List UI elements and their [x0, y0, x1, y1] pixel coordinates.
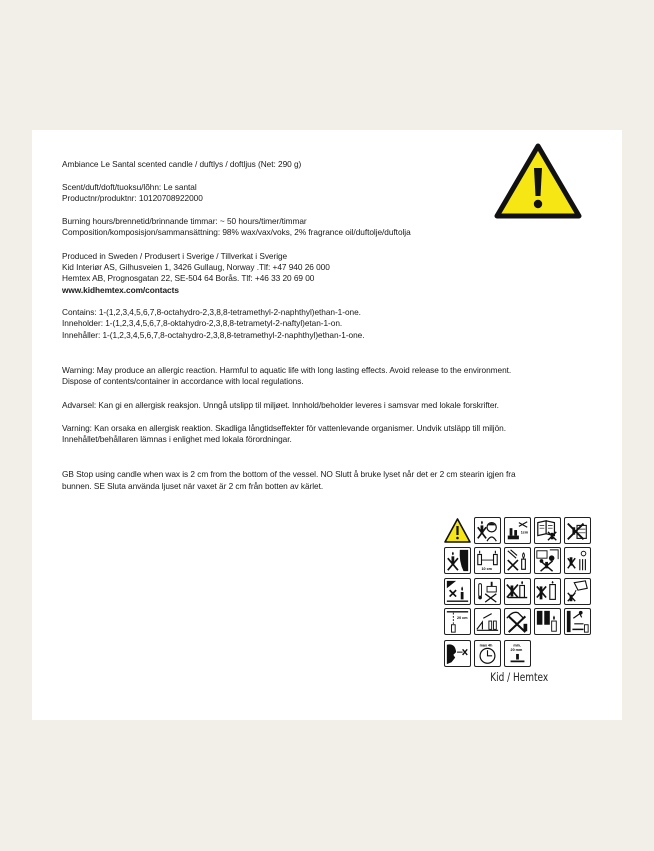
composition: Composition/komposisjon/sammansättning: 98% wax/vax/voks, 2% fragrance oil/duftolje/duftolja [62, 227, 411, 237]
do-not-move-while-burning-icon [504, 608, 531, 635]
company-address-se: Hemtex AB, Prognosgatan 22, SE-504 64 Borås. Tlf: +46 33 20 69 00 [62, 273, 315, 283]
keep-away-from-children-icon [474, 517, 501, 544]
svg-text:20 cm: 20 cm [457, 616, 468, 621]
warning-triangle-icon [494, 142, 582, 220]
product-title: Ambiance Le Santal scented candle / duftlys / doftljus (Net: 290 g) [62, 159, 302, 169]
no-burning-multiple-icon [534, 578, 561, 605]
brand-logo: Kid / Hemtex [490, 670, 549, 684]
product-number: Productnr/produktnr: 10120708922000 [62, 193, 203, 203]
stop-use-line-1: GB Stop using candle when wax is 2 cm from the bottom of the vessel. NO Slutt å bruke lyset når det er 2 cm stearin igjen fra [62, 469, 516, 479]
svg-text:1cm: 1cm [520, 530, 529, 535]
min-distance-above-icon [444, 608, 471, 635]
svg-text:10 cm: 10 cm [481, 567, 492, 572]
warning-no: Advarsel: Kan gi en allergisk reaksjon. Unngå utslipp til miljøet. Innhold/beholder leveres i samsvar med lokale forskrifter. [62, 400, 499, 410]
no-unattended-burning-icon [504, 578, 531, 605]
svg-text:min.: min. [513, 643, 521, 648]
do-not-blow-out-icon [444, 640, 471, 667]
no-burning-near-heat-source-icon [564, 547, 591, 574]
no-burning-near-flammables-icon [534, 517, 561, 544]
contains-en: Contains: 1-(1,2,3,4,5,6,7,8-octahydro-2,3,8,8-tetramethyl-2-naphthyl)ethan-1-one. [62, 307, 361, 317]
stop-use-line-2: bunnen. SE Sluta använda ljuset när vaxet är 2 cm från botten av kärlet. [62, 481, 324, 491]
product-label-card [32, 130, 622, 720]
contains-no: Inneholder: 1-(1,2,3,4,5,6,7,8-oktahydro-2,3,8,8-tetrametyl-2-naftyl)etan-1-on. [62, 318, 343, 328]
no-drafts-icon [504, 547, 531, 574]
warning-en-line-1: Warning: May produce an allergic reaction. Harmful to aquatic life with long lasting effects. Avoid release to the environment. [62, 365, 512, 375]
no-burning-on-shelves-icon [534, 608, 561, 635]
no-burning-near-decorations-icon [534, 547, 561, 574]
warning-se-line-2: Innehållet/behållaren lämnas i enlighet med lokala förordningar. [62, 434, 292, 444]
do-not-pour-water-icon [564, 578, 591, 605]
no-burning-in-small-spaces-icon [564, 608, 591, 635]
warning-triangle-small-icon [444, 517, 471, 544]
keep-away-from-heat-icon [474, 578, 501, 605]
keep-upright-stable-icon [474, 608, 501, 635]
produced-in: Produced in Sweden / Produsert i Sverige / Tillverkat i Sverige [62, 251, 288, 261]
no-burning-in-drafts-icon [444, 578, 471, 605]
company-address-no: Kid Interiør AS, Gilhusveien 1, 3426 Gullaug, Norway .Tlf: +47 940 26 000 [62, 262, 330, 272]
no-burning-near-curtains-icon [444, 547, 471, 574]
website-link[interactable]: www.kidhemtex.com/contacts [62, 285, 179, 295]
max-burning-time-icon [474, 640, 501, 667]
svg-text:max 4h: max 4h [479, 643, 493, 648]
trim-wick-icon [504, 517, 531, 544]
scent-line: Scent/duft/doft/tuoksu/lõhn: Le santal [62, 182, 197, 192]
min-wax-level-icon [504, 640, 531, 667]
svg-text:20 mm: 20 mm [510, 648, 523, 653]
no-burning-on-flammable-surface-icon [564, 517, 591, 544]
warning-se-line-1: Varning: Kan orsaka en allergisk reaktion. Skadliga långtidseffekter för vattenlevande organismer. Undvik utsläpp till miljön. [62, 423, 506, 433]
keep-candles-apart-icon [474, 547, 501, 574]
warning-en-line-2: Dispose of contents/container in accordance with local regulations. [62, 376, 304, 386]
contains-se: Innehåller: 1-(1,2,3,4,5,6,7,8-octahydro-2,3,8,8-tetramethyl-2-naphthyl)ethan-1-one. [62, 330, 365, 340]
burning-hours: Burning hours/brennetid/brinnande timmar: ~ 50 hours/timer/timmar [62, 216, 307, 226]
